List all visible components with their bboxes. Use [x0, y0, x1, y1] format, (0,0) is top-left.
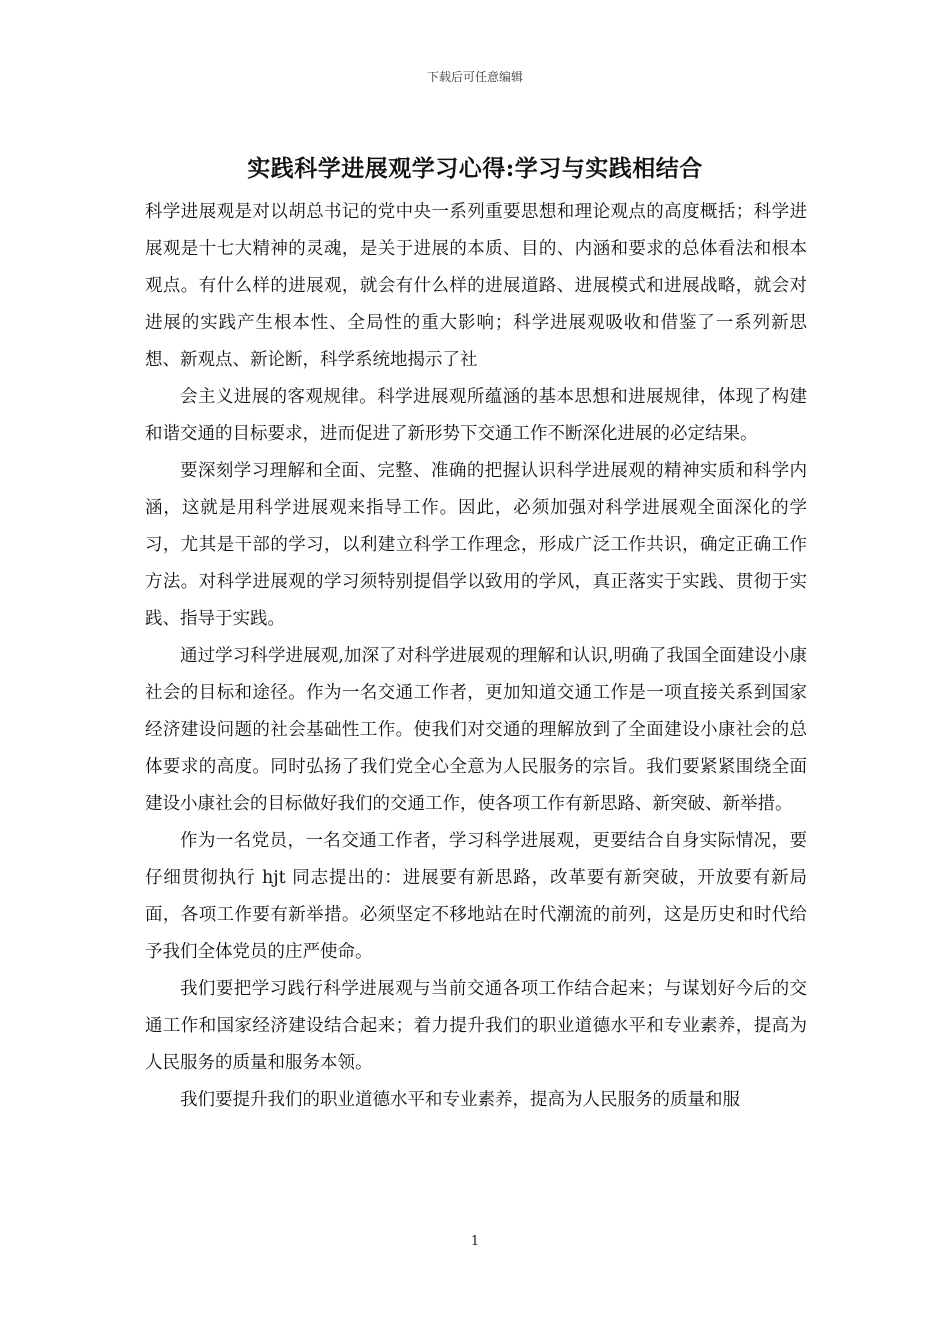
paragraph-3: 要深刻学习理解和全面、完整、准确的把握认识科学进展观的精神实质和科学内涵，这就是用科学进展观来指导工作。因此，必须加强对科学进展观全面深化的学习，尤其是干部的学习，以利建立科学工作理念，形成广泛工作共识，确定正确工作方法。对科学进展观的学习须特别提倡学以致用的学风，真正落实于实践、贯彻于实践、指导于实践。	[145, 461, 807, 629]
document-body	[145, 194, 807, 1119]
paragraph-7: 我们要提升我们的职业道德水平和专业素养，提高为人民服务的质量和服	[180, 1090, 740, 1110]
paragraph-1: 科学进展观是对以胡总书记的党中央一系列重要思想和理论观点的高度概括；科学进展观是十七大精神的灵魂，是关于进展的本质、目的、内涵和要求的总体看法和根本观点。有什么样的进展观，就会有什么样的进展道路、进展模式和进展战略，就会对进展的实践产生根本性、全局性的重大影响；科学进展观吸收和借鉴了一系列新思想、新观点、新论断，科学系统地揭示了社	[145, 202, 807, 370]
document-title: 实践科学进展观学习心得:学习与实践相结合	[247, 155, 703, 182]
paragraph-4: 通过学习科学进展观,加深了对科学进展观的理解和认识,明确了我国全面建设小康社会的目标和途径。作为一名交通工作者，更加知道交通工作是一项直接关系到国家经济建设问题的社会基础性工作。使我们对交通的理解放到了全面建设小康社会的总体要求的高度。同时弘扬了我们党全心全意为人民服务的宗旨。我们要紧紧围绕全面建设小康社会的目标做好我们的交通工作，使各项工作有新思路、新突破、新举措。	[145, 646, 807, 814]
paragraph-6: 我们要把学习践行科学进展观与当前交通各项工作结合起来；与谋划好今后的交通工作和国家经济建设结合起来；着力提升我们的职业道德水平和专业素养，提高为人民服务的质量和服务本领。	[145, 979, 807, 1073]
paragraph-2: 会主义进展的客观规律。科学进展观所蕴涵的基本思想和进展规律，体现了构建和谐交通的目标要求，进而促进了新形势下交通工作不断深化进展的必定结果。	[145, 387, 807, 444]
paragraph-5: 作为一名党员，一名交通工作者，学习科学进展观，更要结合自身实际情况，要仔细贯彻执行 hjt 同志提出的：进展要有新思路，改革要有新突破，开放要有新局面，各项工作要有新举措。必须坚定不移地站在时代潮流的前列，这是历史和时代给予我们全体党员的庄严使命。	[145, 831, 807, 962]
header-note: 下载后可任意编辑	[426, 70, 523, 84]
page-number: 1	[470, 1234, 480, 1249]
